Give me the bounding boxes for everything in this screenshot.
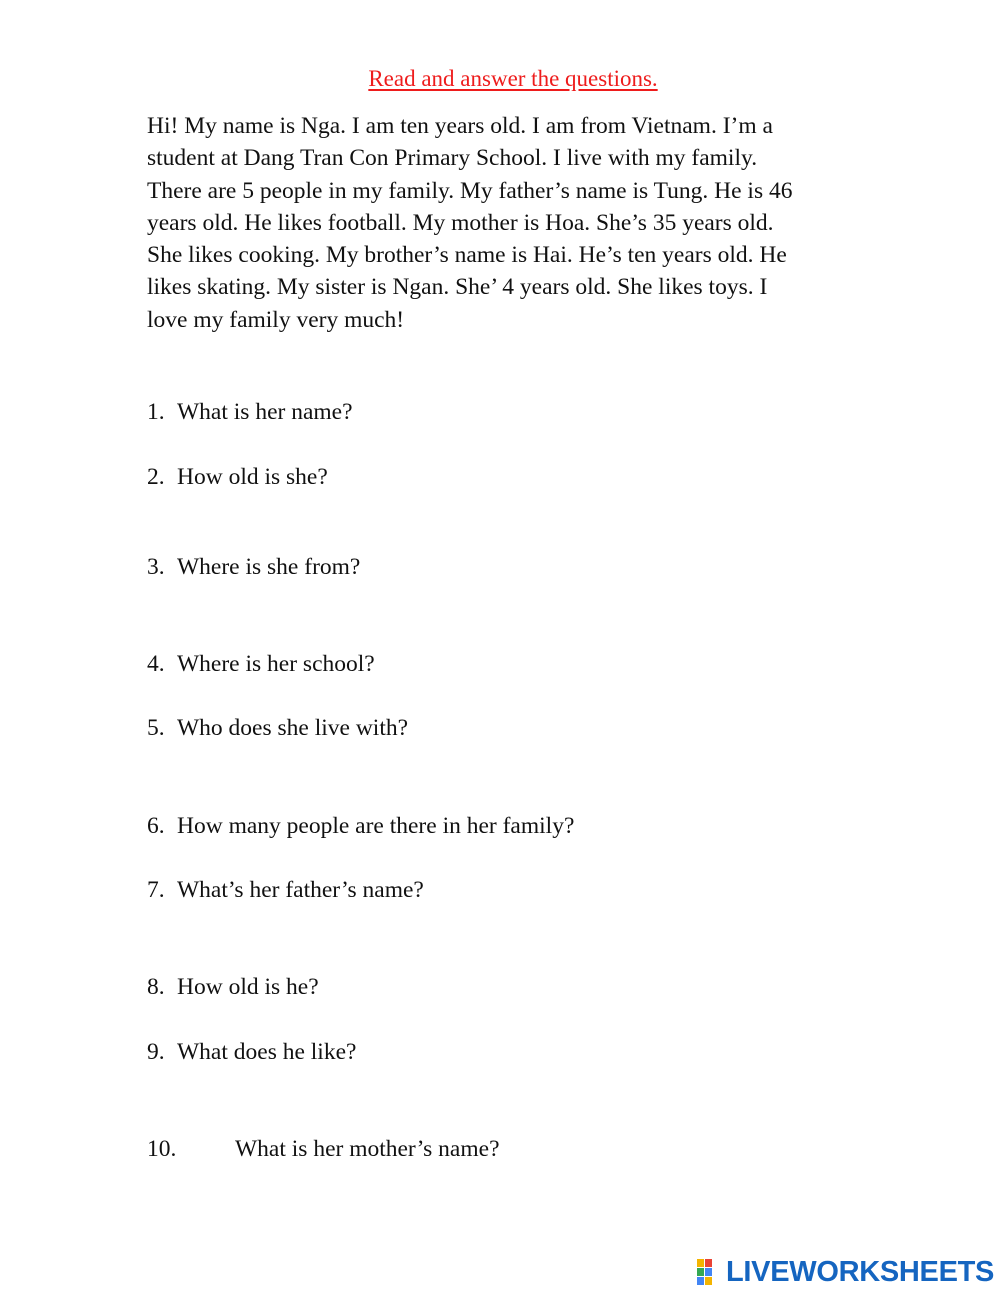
passage-line: student at Dang Tran Con Primary School. I live with my family. xyxy=(147,145,758,172)
liveworksheets-logo-icon xyxy=(697,1257,723,1287)
question-number: 10. xyxy=(147,1136,177,1162)
reading-passage xyxy=(147,110,887,336)
question-number: 6. xyxy=(147,813,165,839)
question-3 xyxy=(147,552,360,582)
question-number: 4. xyxy=(147,651,165,677)
passage-line: She likes cooking. My brother’s name is Hai. He’s ten years old. He xyxy=(147,242,787,269)
question-8 xyxy=(147,972,319,1002)
question-text: Where is her school? xyxy=(177,651,375,677)
question-text: What’s her father’s name? xyxy=(177,877,424,903)
question-10 xyxy=(147,1134,500,1164)
question-text: Where is she from? xyxy=(177,554,361,580)
question-text: What does he like? xyxy=(177,1039,357,1065)
question-text: How many people are there in her family? xyxy=(177,813,575,839)
question-7 xyxy=(147,875,424,905)
question-4 xyxy=(147,649,375,679)
question-9 xyxy=(147,1037,356,1067)
question-5 xyxy=(147,713,408,743)
worksheet-title: Read and answer the questions. xyxy=(368,66,658,91)
question-text: How old is she? xyxy=(177,464,328,490)
question-text: Who does she live with? xyxy=(177,715,409,741)
logo-text: LIVEWORKSHEETS xyxy=(726,1256,995,1288)
question-1 xyxy=(147,397,353,427)
passage-line: Hi! My name is Nga. I am ten years old. I am from Vietnam. I’m a xyxy=(147,113,773,139)
question-number: 2. xyxy=(147,464,165,490)
question-2 xyxy=(147,462,328,492)
passage-line: love my family very much! xyxy=(147,306,405,333)
passage-line: There are 5 people in my family. My father’s name is Tung. He is 46 xyxy=(147,177,793,204)
question-number: 1. xyxy=(147,399,165,425)
question-number: 7. xyxy=(147,877,165,903)
question-number: 3. xyxy=(147,554,165,580)
question-number: 9. xyxy=(147,1039,165,1065)
question-number: 5. xyxy=(147,715,165,741)
liveworksheets-logo xyxy=(697,1252,994,1292)
question-number: 8. xyxy=(147,974,165,1000)
passage-line: years old. He likes football. My mother is Hoa. She’s 35 years old. xyxy=(147,209,774,236)
question-text: What is her name? xyxy=(177,399,353,425)
passage-line: likes skating. My sister is Ngan. She’ 4 years old. She likes toys. I xyxy=(147,274,768,301)
question-6 xyxy=(147,811,574,841)
question-text: How old is he? xyxy=(177,974,319,1000)
question-text: What is her mother’s name? xyxy=(235,1136,500,1162)
